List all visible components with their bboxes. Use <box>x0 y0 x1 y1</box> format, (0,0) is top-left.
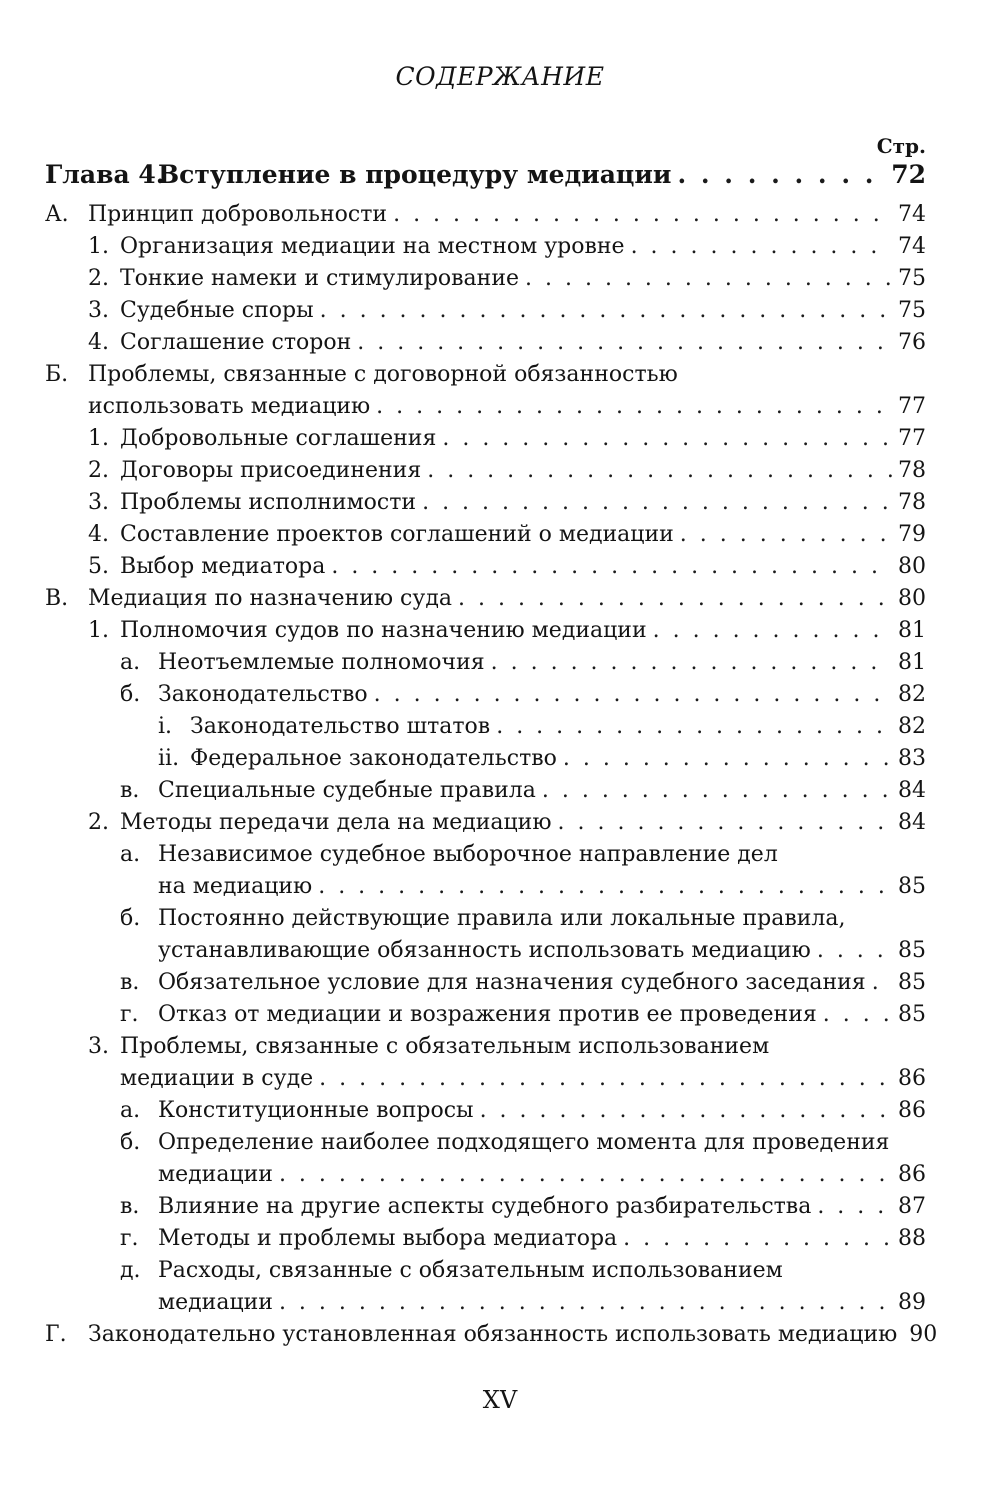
toc-entry-page: 76 <box>898 330 926 355</box>
toc-entry-page: 84 <box>898 778 926 803</box>
dot-leader <box>653 618 892 643</box>
toc-entry-title: Добровольные соглашения <box>120 426 437 451</box>
toc-entry-page: 74 <box>898 234 926 259</box>
toc-entry-title: Законодательно установленная обязанность использовать медиацию <box>88 1322 898 1347</box>
toc-entry-page: 80 <box>898 554 926 579</box>
toc-entry-title: Законодательство <box>158 682 368 707</box>
toc-entry-title: Определение наиболее подходящего момента для проведения <box>158 1130 890 1155</box>
toc-entry-title: Методы передачи дела на медиацию <box>120 810 552 835</box>
toc-entry-page: 75 <box>898 298 926 323</box>
toc-entry-title: Обязательное условие для назначения судебного заседания <box>158 970 866 995</box>
dot-leader <box>393 202 892 227</box>
dot-leader <box>823 1002 892 1027</box>
toc-entry-line <box>88 1322 938 1347</box>
dot-leader <box>491 650 892 675</box>
toc-entry-marker: 3. <box>88 1034 109 1059</box>
toc-entry-page: 78 <box>898 490 926 515</box>
toc-entry-line <box>88 394 926 419</box>
dot-leader <box>817 938 892 963</box>
toc-entry-marker: а. <box>120 650 141 675</box>
toc-entry-title: Проблемы исполнимости <box>120 490 417 515</box>
toc-entry-line <box>88 586 926 611</box>
toc-entry-page: 82 <box>898 714 926 739</box>
toc-entry-page: 79 <box>898 522 926 547</box>
toc-entry-line <box>158 874 926 899</box>
toc-entry-line <box>158 938 926 963</box>
dot-leader <box>319 1066 892 1091</box>
toc-entry-title: Независимое судебное выборочное направление дел <box>158 842 778 867</box>
dot-leader <box>872 970 892 995</box>
toc-entry-marker: г. <box>120 1226 139 1251</box>
toc-entry-title-continued: медиации в суде <box>120 1066 314 1091</box>
toc-entry-line <box>120 298 926 323</box>
toc-entry-title-continued: медиации <box>158 1162 273 1187</box>
toc-entry-title: Специальные судебные правила <box>158 778 536 803</box>
toc-entry-page: 85 <box>898 1002 926 1027</box>
toc-entry-title: Проблемы, связанные с обязательным использованием <box>120 1034 770 1059</box>
toc-entry-marker: 3. <box>88 298 109 323</box>
toc-entry-title: Проблемы, связанные с договорной обязанностью <box>88 362 678 387</box>
toc-entry-page: 81 <box>898 650 926 675</box>
toc-entry-marker: б. <box>120 682 141 707</box>
toc-entry-title: Тонкие намеки и стимулирование <box>120 266 520 291</box>
toc-entry-marker: 2. <box>88 810 109 835</box>
toc-entry-line <box>158 970 926 995</box>
toc-entry-title: Составление проектов соглашений о медиации <box>120 522 674 547</box>
toc-entry-page: 84 <box>898 810 926 835</box>
toc-entry-title: Законодательство штатов <box>190 714 491 739</box>
toc-entry-page: 72 <box>891 160 926 189</box>
toc-entry-page: 77 <box>898 426 926 451</box>
toc-entry-marker: i. <box>158 714 173 739</box>
dot-leader <box>558 810 892 835</box>
toc-entry-line <box>120 618 926 643</box>
toc-entry-page: 80 <box>898 586 926 611</box>
toc-entry-title: Полномочия судов по назначению медиации <box>120 618 647 643</box>
toc-entry-line <box>120 1066 926 1091</box>
toc-entry-page: 86 <box>898 1162 926 1187</box>
toc-entry-marker: в. <box>120 1194 140 1219</box>
dot-leader <box>677 160 885 189</box>
dot-leader <box>320 298 892 323</box>
toc-entry-title-continued: медиации <box>158 1290 273 1315</box>
toc-entry-page: 75 <box>898 266 926 291</box>
toc-entry-line <box>158 682 926 707</box>
toc-entry-marker: г. <box>120 1002 139 1027</box>
toc-entry-page: 88 <box>898 1226 926 1251</box>
toc-entry-marker: 3. <box>88 490 109 515</box>
toc-entry-page: 85 <box>898 874 926 899</box>
toc-entry-line <box>120 458 926 483</box>
toc-entry-line <box>190 714 926 739</box>
toc-entry-marker: д. <box>120 1258 141 1283</box>
toc-entry-page: 85 <box>898 970 926 995</box>
toc-entry-marker: в. <box>120 778 140 803</box>
dot-leader <box>442 426 892 451</box>
page-number: XV <box>482 1386 518 1414</box>
toc-entry-title: Медиация по назначению суда <box>88 586 452 611</box>
toc-entry-line <box>158 1162 926 1187</box>
toc-entry-title: Федеральное законодательство <box>190 746 557 771</box>
toc-entry-title: Влияние на другие аспекты судебного разбирательства <box>158 1194 812 1219</box>
dot-leader <box>331 554 892 579</box>
toc-entry-line <box>158 1002 926 1027</box>
toc-entry-title: Отказ от медиации и возражения против ее проведения <box>158 1002 817 1027</box>
toc-entry-marker: 4. <box>88 330 109 355</box>
toc-entry-page: 74 <box>898 202 926 227</box>
toc-entry-title-continued: на медиацию <box>158 874 313 899</box>
toc-entry-marker: 1. <box>88 234 109 259</box>
dot-leader <box>374 682 892 707</box>
toc-entry-line <box>120 554 926 579</box>
toc-entry-marker: 1. <box>88 426 109 451</box>
dot-leader <box>357 330 892 355</box>
dot-leader <box>817 1194 892 1219</box>
toc-entry-title: Выбор медиатора <box>120 554 326 579</box>
toc-entry-line <box>120 330 926 355</box>
toc-entry-page: 89 <box>898 1290 926 1315</box>
toc-entry-page: 86 <box>898 1066 926 1091</box>
toc-entry-marker: 5. <box>88 554 109 579</box>
toc-entry-page: 85 <box>898 938 926 963</box>
toc-entry-line <box>120 234 926 259</box>
dot-leader <box>318 874 892 899</box>
toc-entry-title: Методы и проблемы выбора медиатора <box>158 1226 618 1251</box>
toc-entry-marker: а. <box>120 1098 141 1123</box>
toc-entry-line <box>158 1194 926 1219</box>
toc-entry-line <box>120 522 926 547</box>
toc-entry-title-continued: устанавливающие обязанность использовать медиацию <box>158 938 811 963</box>
toc-entry-line <box>120 266 926 291</box>
pages-column-label: Стр. <box>876 134 926 158</box>
toc-entry-title: Организация медиации на местном уровне <box>120 234 625 259</box>
toc-entry-marker: 4. <box>88 522 109 547</box>
toc-entry-page: 82 <box>898 682 926 707</box>
dot-leader <box>542 778 892 803</box>
toc-entry-line <box>158 778 926 803</box>
toc-entry-marker: 2. <box>88 266 109 291</box>
toc-entry-title: Договоры присоединения <box>120 458 422 483</box>
dot-leader <box>427 458 892 483</box>
toc-entry-line <box>158 1290 926 1315</box>
toc-entry-title: Вступление в процедуру медиации <box>158 160 672 189</box>
toc-entry-marker: 2. <box>88 458 109 483</box>
toc-entry-line <box>158 1226 926 1251</box>
toc-entry-line <box>190 746 926 771</box>
toc-entry-marker: б. <box>120 906 141 931</box>
toc-entry-title-continued: использовать медиацию <box>88 394 371 419</box>
toc-entry-page: 83 <box>898 746 926 771</box>
dot-leader <box>376 394 892 419</box>
toc-entry-title: Судебные споры <box>120 298 314 323</box>
toc-entry-page: 90 <box>909 1322 938 1347</box>
toc-entry-page: 78 <box>898 458 926 483</box>
dot-leader <box>458 586 892 611</box>
toc-entry-line <box>120 426 926 451</box>
toc-entry-line <box>120 810 926 835</box>
toc-entry-marker: 1. <box>88 618 109 643</box>
toc-entry-line <box>120 490 926 515</box>
toc-entry-page: 86 <box>898 1098 926 1123</box>
toc-entry-title: Расходы, связанные с обязательным использованием <box>158 1258 783 1283</box>
toc-entry-line <box>158 1098 926 1123</box>
toc-entry-marker: Глава 4. <box>45 160 165 189</box>
toc-entry-title: Конституционные вопросы <box>158 1098 474 1123</box>
dot-leader <box>279 1162 892 1187</box>
page-title: СОДЕРЖАНИЕ <box>395 62 605 91</box>
toc-entry-marker: А. <box>45 202 69 227</box>
dot-leader <box>525 266 892 291</box>
dot-leader <box>422 490 892 515</box>
dot-leader <box>623 1226 892 1251</box>
toc-entry-title: Соглашение сторон <box>120 330 352 355</box>
dot-leader <box>480 1098 892 1123</box>
toc-entry-title: Постоянно действующие правила или локальные правила, <box>158 906 846 931</box>
dot-leader <box>631 234 892 259</box>
toc-entry-page: 77 <box>898 394 926 419</box>
toc-entry-page: 81 <box>898 618 926 643</box>
dot-leader <box>680 522 892 547</box>
toc-entry-marker: ii. <box>158 746 180 771</box>
toc-entry-marker: В. <box>45 586 69 611</box>
toc-entry-marker: Г. <box>45 1322 67 1347</box>
toc-entry-marker: б. <box>120 1130 141 1155</box>
toc-entry-marker: Б. <box>45 362 69 387</box>
toc-entry-title: Неотъемлемые полномочия <box>158 650 485 675</box>
toc-entry-line <box>158 650 926 675</box>
toc-entry-title: Принцип добровольности <box>88 202 388 227</box>
toc-entry-page: 87 <box>898 1194 926 1219</box>
toc-entry-marker: а. <box>120 842 141 867</box>
dot-leader <box>279 1290 892 1315</box>
dot-leader <box>496 714 892 739</box>
toc-entry-marker: в. <box>120 970 140 995</box>
dot-leader <box>563 746 892 771</box>
toc-entry-line <box>158 160 926 189</box>
toc-entry-line <box>88 202 926 227</box>
